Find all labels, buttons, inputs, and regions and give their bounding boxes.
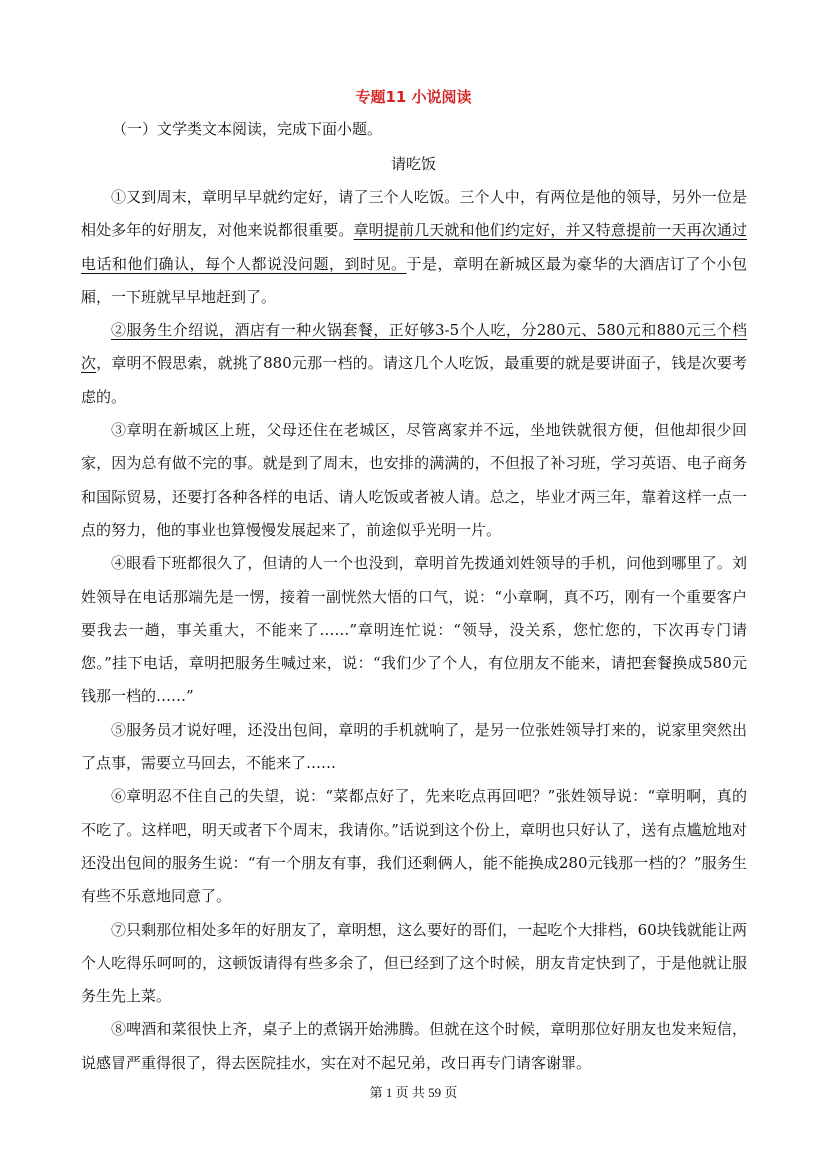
- page-title: 专题11 小说阅读: [355, 88, 472, 106]
- paragraph-1-text-b: 于是，章明在新城区最为豪华的大酒店订了个小包厢，一下班就早早地赶到了。: [81, 254, 747, 306]
- paragraph-1-underlined: 章明提前几天就和他们约定好，并又特意提前一天再次通过电话和他们确认，每个人都说没问题，到时见。: [81, 221, 747, 273]
- story-body: [81, 181, 747, 1080]
- section-heading: （一）文学类文本阅读，完成下面小题。: [112, 120, 383, 138]
- story-title: 请吃饭: [390, 155, 436, 173]
- paragraph-7: ⑦只剩那位相处多年的好朋友了，章明想，这么要好的哥们，一起吃个大排档，60块钱就能让两个人吃得乐呵呵的，这顿饭请得有些多余了，但已经到了这个时候，朋友肯定快到了，于是他就让服务生先上菜。: [81, 920, 747, 1006]
- paragraph-4: ④眼看下班都很久了，但请的人一个也没到，章明首先拨通刘姓领导的手机，问他到哪里了。刘姓领导在电话那端先是一愣，接着一副恍然大悟的口气，说：“小章啊，真不巧，刚有一个重要客户要我去一趟，事关重大，不能来了……”章明连忙说：“领导，没关系，您忙您的，下次再专门请您。”挂下电话，章明把服务生喊过来，说：“我们少了个人，有位朋友不能来，请把套餐换成580元钱那一档的……”: [81, 554, 747, 706]
- paragraph-2: [81, 314, 747, 414]
- paragraph-8: ⑧啤酒和菜很快上齐，桌子上的煮锅开始沸腾。但就在这个时候，章明那位好朋友也发来短信，说感冒严重得很了，得去医院挂水，实在对不起兄弟，改日再专门请客谢罪。: [81, 1020, 747, 1072]
- paragraph-1: [81, 181, 747, 314]
- paragraph-2-text: ，章明不假思索，就挑了880元那一档的。请这几个人吃饭，最重要的就是要讲面子，钱是次要考虑的。: [81, 354, 747, 406]
- paragraph-1-text-a: ①又到周末，章明早早就约定好，请了三个人吃饭。三个人中，有两位是他的领导，另外一位是相处多年的好朋友，对他来说都很重要。: [81, 188, 747, 240]
- paragraph-6: ⑥章明忍不住自己的失望，说：“菜都点好了，先来吃点再回吧？”张姓领导说：“章明啊，真的不吃了。这样吧，明天或者下个周末，我请你。”话说到这个份上，章明也只好认了，送有点尴尬地对还没出包间的服务生说：“有一个朋友有事，我们还剩俩人，能不能换成280元钱那一档的？”服务生有些不乐意地同意了。: [81, 787, 747, 906]
- paragraph-5: ⑤服务员才说好哩，还没出包间，章明的手机就响了，是另一位张姓领导打来的，说家里突然出了点事，需要立马回去，不能来了……: [81, 720, 747, 773]
- page-number: 第 1 页 共 59 页: [369, 1085, 458, 1100]
- paragraph-3: ③章明在新城区上班，父母还住在老城区，尽管离家并不远，坐地铁就很方便，但他却很少回家，因为总有做不完的事。就是到了周末，也安排的满满的，不但报了补习班，学习英语、电子商务和国际贸易，还要打各种各样的电话、请人吃饭或者被人请。总之，毕业才两三年，靠着这样一点一点的努力，他的事业也算慢慢发展起来了，前途似乎光明一片。: [81, 421, 747, 539]
- paragraph-2-underlined: ②服务生介绍说，酒店有一种火锅套餐，正好够3-5个人吃，分280元、580元和880元三个档次: [81, 321, 747, 373]
